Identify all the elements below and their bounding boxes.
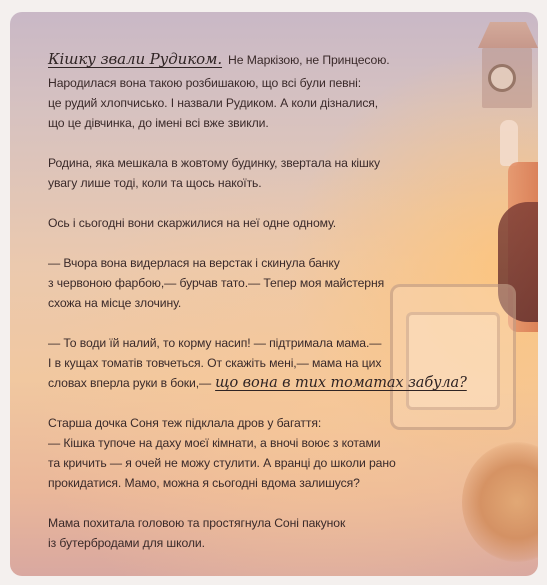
handwritten-title: Кішку звали Рудиком. — [48, 50, 223, 68]
text-line: словах вперла руки в боки,— — [48, 376, 212, 390]
text-line: увагу лише тоді, коли та щось накоїть. — [48, 176, 262, 190]
text-line-with-handwriting — [48, 373, 468, 393]
book-page — [10, 12, 538, 576]
text-line: Народилася вона такою розбишакою, що всі були певні: — [48, 76, 362, 90]
paragraph-3 — [48, 213, 468, 233]
paragraph-2 — [48, 153, 468, 193]
text-line: — То води їй налий, то корму насип! — підтримала мама.— — [48, 336, 382, 350]
text-line: І в кущах томатів товчеться. От скажіть мені,— мама на цих — [48, 356, 382, 370]
text-line: Не Маркізою, не Принцесою. — [228, 53, 390, 67]
text-line: та кричить — я очей не можу стулити. А вранці до школи рано — [48, 456, 396, 470]
text-line: прокидатися. Мамо, можна я сьогодні вдома залишуся? — [48, 476, 360, 490]
story-text — [48, 50, 468, 573]
text-line: схожа на місце злочину. — [48, 296, 182, 310]
text-line: Старша дочка Соня теж підклала дров у багаття: — [48, 416, 322, 430]
paragraph-4 — [48, 253, 468, 313]
rug-illustration — [462, 442, 538, 562]
text-line: — Кішка тупоче на даху моєї кімнати, а вночі воює з котами — [48, 436, 381, 450]
clock-icon — [488, 64, 516, 92]
paragraph-7 — [48, 513, 468, 553]
paragraph-6 — [48, 413, 468, 493]
text-line: Ось і сьогодні вони скаржилися на неї одне одному. — [48, 216, 337, 230]
text-line: це рудий хлопчисько. І назвали Рудиком. А коли дізналися, — [48, 96, 379, 110]
first-line — [48, 46, 468, 73]
paragraph-5 — [48, 333, 468, 393]
handwritten-question: що вона в тих томатах забула? — [215, 375, 467, 391]
text-line: з червоною фарбою,— бурчав тато.— Тепер моя майстерня — [48, 276, 385, 290]
paragraph-1 — [48, 46, 468, 133]
text-line: що це дівчинка, до імені всі вже звикли. — [48, 116, 269, 130]
text-line: — Вчора вона видерлася на верстак і скинула банку — [48, 256, 340, 270]
text-line: Мама похитала головою та простягнула Соні пакунок — [48, 516, 346, 530]
text-line: Родина, яка мешкала в жовтому будинку, звертала на кішку — [48, 156, 381, 170]
raised-hand-illustration — [500, 120, 518, 166]
house-roof-illustration — [478, 22, 538, 48]
text-line: із бутербродами для школи. — [48, 536, 205, 550]
